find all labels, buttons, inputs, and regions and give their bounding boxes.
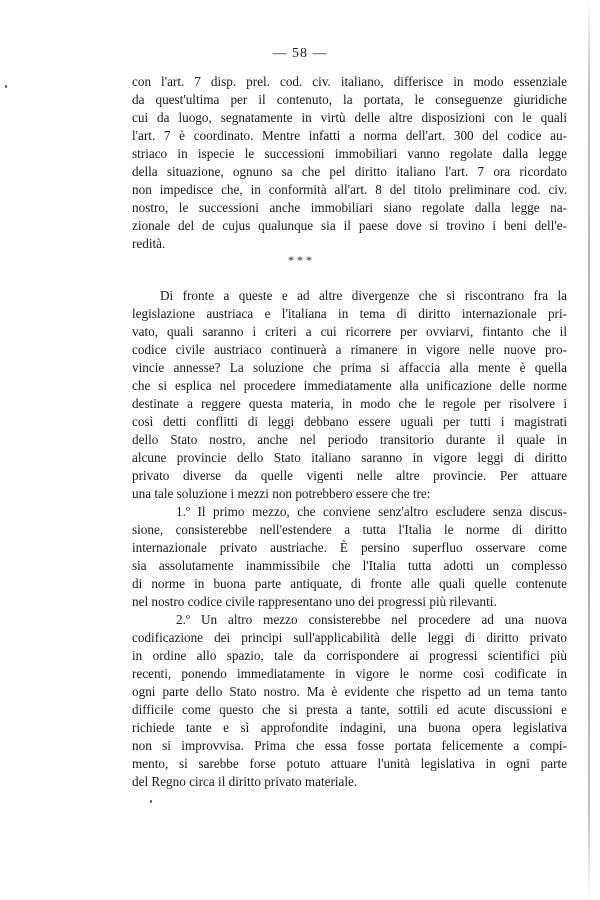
text-line: redità. <box>132 236 166 251</box>
text-line: non impedisce che, in conformità all'art. 8 del titolo preliminare cod. civ. <box>132 182 567 197</box>
scan-speck <box>150 800 152 803</box>
text-line: richiede tante e sì approfondite indagini, una buona opera legislativa <box>132 720 567 735</box>
text-line: dello Stato nostro, anche nel periodo transitorio durante il quale in <box>132 432 567 447</box>
text-line: recenti, ponendo immediatamente in vigore le norme così codificate in <box>132 666 567 681</box>
page-edge-shadow <box>588 0 590 900</box>
text-line: alcune provincie dello Stato italiano saranno in vigore leggi di diritto <box>132 450 567 465</box>
text-line: Di fronte a queste e ad altre divergenze che si riscontrano fra la <box>160 288 567 303</box>
text-line: non si improvvisa. Prima che essa fosse portata felicemente a compi- <box>132 738 567 753</box>
text-line: che si esplica nel procedere immediatamente alla unificazione delle norme <box>132 378 567 393</box>
text-line: difficile come questo che si presta a tante, sottili ed acute discussioni e <box>132 702 567 717</box>
text-line: cui da luogo, segnatamente in virtù delle altre disposizioni con le quali <box>132 110 567 125</box>
text-line: in ordine allo spazio, tale da corrispondere ai progressi scientifici più <box>132 648 567 663</box>
text-line: della situazione, ognuno sa che pel diritto italiano l'art. 7 ora ricordato <box>132 164 567 179</box>
text-line: una tale soluzione i mezzi non potrebbero essere che tre: <box>132 486 431 501</box>
text-line: mento, si sarebbe forse potuto attuare l'unità legislativa in ogni parte <box>132 756 567 771</box>
text-line: di norme in buona parte antiquate, di fronte alle quali quelle contenute <box>132 576 567 591</box>
text-line: striaco in ispecie le successioni immobiliari vanno regolate dalla legge <box>132 146 567 161</box>
scan-speck <box>5 85 7 88</box>
text-line: del Regno circa il diritto privato materiale. <box>132 774 358 789</box>
text-line: nostro, le successioni anche immobiliari siano regolate dalla legge na- <box>132 200 567 215</box>
text-line: legislazione austriaca e l'italiana in tema di diritto internazionale pri- <box>132 306 567 321</box>
text-line: sia assolutamente inammissibile che l'Italia tutta adotti un complesso <box>132 558 567 573</box>
text-line: vato, quali saranno i criteri a cui ricorrere per ovviarvi, fintanto che il <box>132 324 567 339</box>
text-line: zionale del de cujus qualunque sia il paese dove si trovino i beni dell'e- <box>132 218 567 233</box>
section-asterism <box>0 253 600 267</box>
text-line: l'art. 7 è coordinato. Mentre infatti a norma dell'art. 300 del codice au- <box>132 128 567 143</box>
text-line: con l'art. 7 disp. prel. cod. civ. italiano, differisce in modo essenziale <box>132 74 567 89</box>
text-line: vincie annesse? La soluzione che prima si affaccia alla mente è quella <box>132 360 567 375</box>
text-line: così detti conflitti di leggi debbano essere uguali per tutti i magistrati <box>132 414 567 429</box>
text-line: codificazione dei principi sull'applicabilità delle leggi di diritto privato <box>132 630 567 645</box>
text-line: nel nostro codice civile rappresentano uno dei progressi più rilevanti. <box>132 594 497 609</box>
page-number: — 58 — <box>272 46 328 61</box>
text-line: destinate a reggere questa materia, in modo che le regole per risolvere i <box>132 396 567 411</box>
text-line: da quest'ultima per il contenuto, la portata, le conseguenze giuridiche <box>132 92 567 107</box>
text-line: codice civile austriaco continuerà a rimanere in vigore nelle nuove pro- <box>132 342 567 357</box>
text-line: sione, consisterebbe nell'estendere a tutta l'Italia le norme di diritto <box>132 522 567 537</box>
asterism-glyph: * * * <box>288 253 312 267</box>
text-line: 2.º Un altro mezzo consisterebbe nel procedere ad una nuova <box>176 612 567 627</box>
text-line: privato diverse da quelle vigenti nelle altre provincie. Per attuare <box>132 468 567 483</box>
text-line: 1.º Il primo mezzo, che conviene senz'altro escludere senza discus- <box>176 504 567 519</box>
text-line: internazionale privato austriache. È persino superfluo osservare come <box>132 540 567 555</box>
text-line: ogni parte dello Stato nostro. Ma è evidente che rispetto ad un tema tanto <box>132 684 567 699</box>
